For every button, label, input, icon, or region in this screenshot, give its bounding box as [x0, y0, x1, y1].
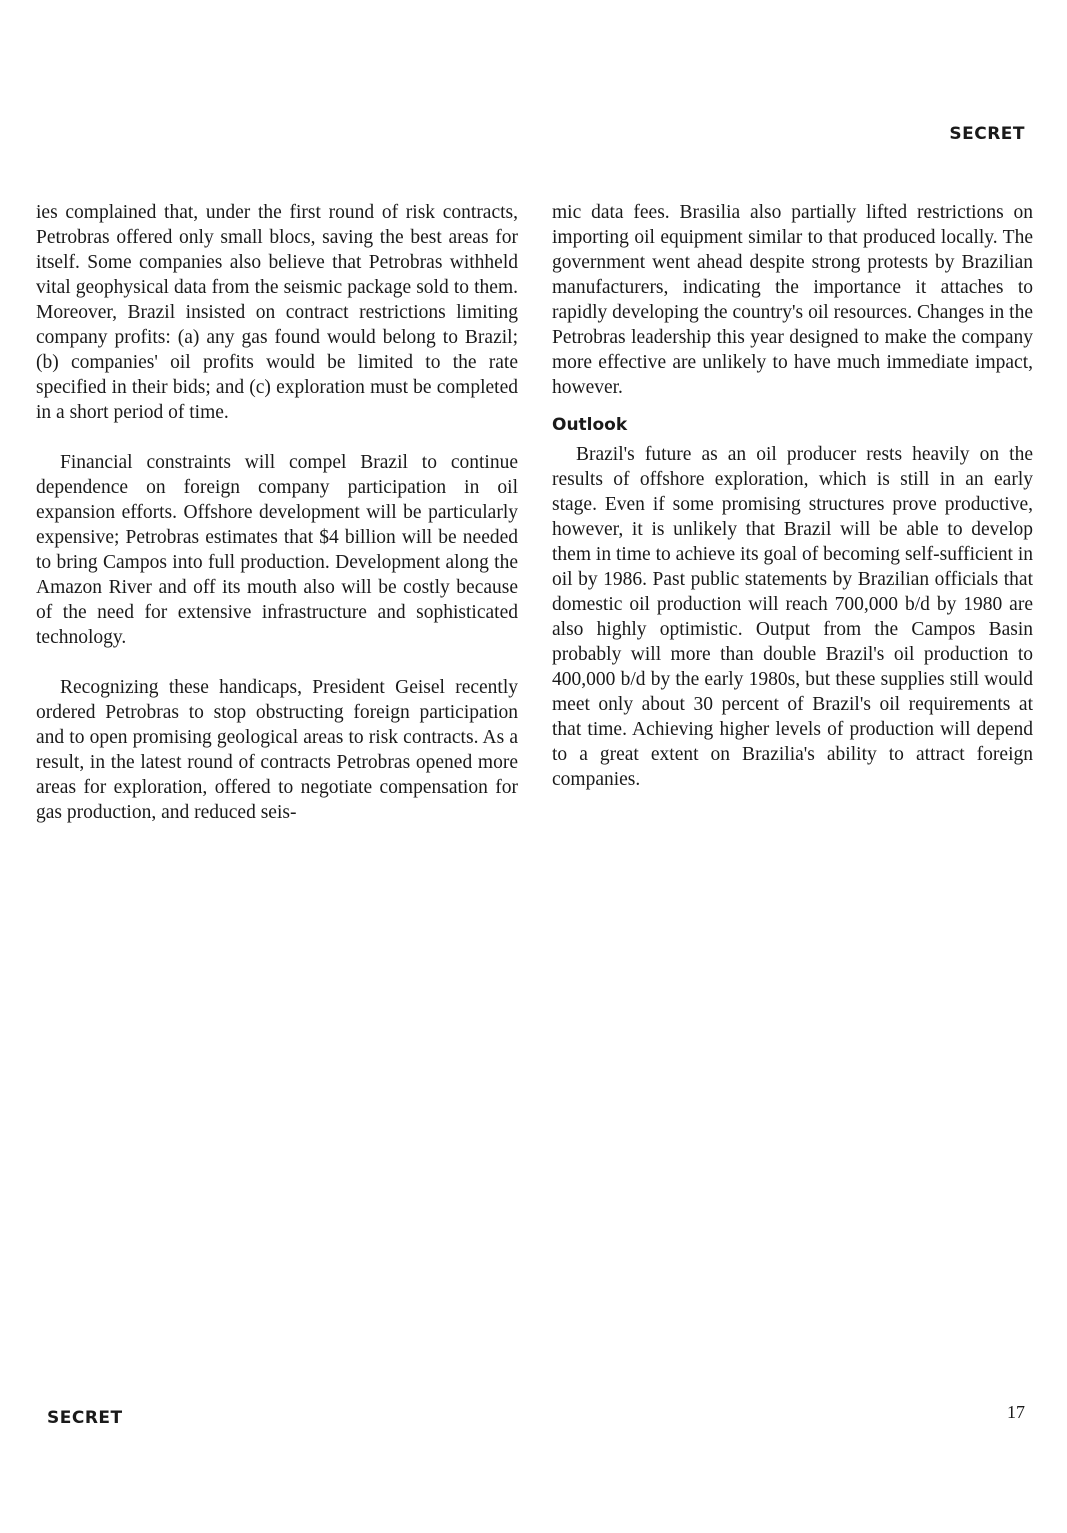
- paragraph-geisel-orders: Recognizing these handicaps, President Geisel recently ordered Petrobras to stop obstructing foreign participation and to open promising geological areas to risk contracts. As a result, in the latest round of contracts Petrobras opened more areas for exploration, offered to negotiate compensation for gas production, and reduced seis-: [36, 677, 518, 823]
- section-heading-outlook: Outlook: [552, 415, 628, 435]
- page-number: 17: [1007, 1402, 1025, 1422]
- right-column: [552, 200, 1033, 817]
- paragraph-risk-contracts: ies complained that, under the first round of risk contracts, Petrobras offered only small blocs, saving the best areas for itself. Some companies also believe that Petrobras withheld vital geophysical data from the seismic package sold to them. Moreover, Brazil insisted on contract restrictions limiting company profits: (a) any gas found would belong to Brazil; (b) companies' oil profits would be limited to the rate specified in their bids; and (c) exploration must be completed in a short period of time.: [36, 202, 518, 423]
- paragraph-outlook: Brazil's future as an oil producer rests heavily on the results of offshore exploration, which is still in an early stage. Even if some promising structures prove productive, however, it is unlikely that Brazil will be able to develop them in time to achieve its goal of becoming self-sufficient in oil by 1986. Past public statements by Brazilian officials that domestic oil production will reach 700,000 b/d by 1980 are also highly optimistic. Output from the Campos Basin probably will more than double Brazil's oil production to 400,000 b/d by the early 1980s, but these supplies still would meet only about 30 percent of Brazil's oil requirements at that time. Achieving higher levels of production will depend to a great extent on Brazilia's ability to attract foreign companies.: [552, 444, 1033, 790]
- left-column: [36, 200, 518, 850]
- header-classification: SECRET: [949, 124, 1025, 144]
- footer-classification: SECRET: [47, 1408, 123, 1428]
- paragraph-financial-constraints: Financial constraints will compel Brazil to continue dependence on foreign company participation in oil expansion efforts. Offshore development will be particularly expensive; Petrobras estimates that $4 billion will be needed to bring Campos into full production. Development along the Amazon River and off its mouth also will be costly because of the need for extensive infrastructure and sophisticated technology.: [36, 452, 518, 648]
- paragraph-seismic-continuation: mic data fees. Brasilia also partially lifted restrictions on importing oil equipment similar to that produced locally. The government went ahead despite strong protests by Brazilian manufacturers, indicating the importance it attaches to rapidly developing the country's oil resources. Changes in the Petrobras leadership this year designed to make the company more effective are unlikely to have much immediate impact, however.: [552, 202, 1033, 398]
